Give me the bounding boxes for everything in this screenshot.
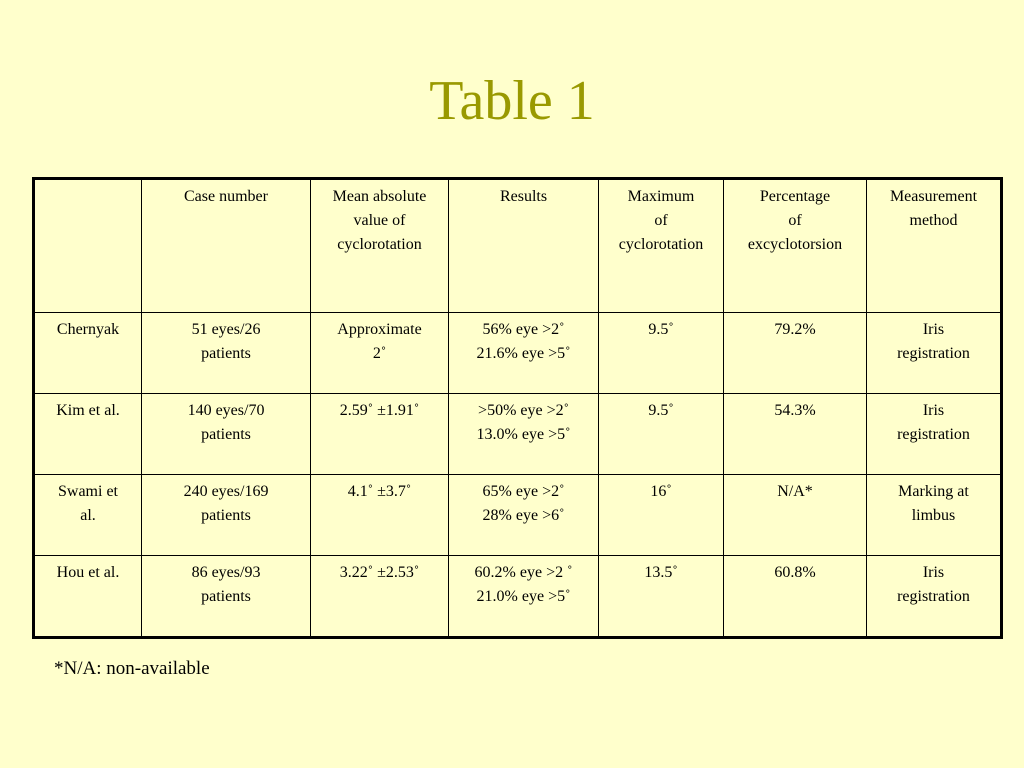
table-cell-case-number: 51 eyes/26 patients	[142, 313, 311, 394]
header-label: Case number	[184, 188, 268, 205]
table-row-kim	[34, 394, 1002, 475]
table-cell-percentage: 54.3%	[724, 394, 867, 475]
table-cell-results: 56% eye >2˚ 21.6% eye >5˚	[449, 313, 599, 394]
table-cell-method: Iris registration	[867, 394, 1002, 475]
header-label: excyclotorsion	[747, 236, 843, 253]
header-label: Mean absolute	[332, 188, 427, 205]
table-cell-percentage: N/A*	[724, 475, 867, 556]
table-cell-method: Iris registration	[867, 556, 1002, 638]
header-cell-blank	[34, 179, 142, 313]
table-cell-case-number: 240 eyes/169 patients	[142, 475, 311, 556]
footnote: *N/A: non-available	[54, 658, 210, 679]
header-cell-results	[449, 179, 599, 313]
header-label: of	[788, 212, 802, 229]
header-label: Percentage	[759, 188, 831, 205]
table-cell-method: Marking at limbus	[867, 475, 1002, 556]
table-cell-mean: 3.22˚ ±2.53˚	[311, 556, 449, 638]
table-cell-maximum: 9.5˚	[599, 394, 724, 475]
table-cell-study: Swami et al.	[34, 475, 142, 556]
table-row-swami	[34, 475, 1002, 556]
slide-title: Table 1	[429, 70, 595, 132]
header-label: value of	[353, 212, 406, 229]
header-label: method	[909, 212, 958, 229]
header-cell-case-number	[142, 179, 311, 313]
header-cell-mean-absolute	[311, 179, 449, 313]
table-row-hou	[34, 556, 1002, 638]
table-cell-case-number: 86 eyes/93 patients	[142, 556, 311, 638]
table-cell-mean: 2.59˚ ±1.91˚	[311, 394, 449, 475]
table-cell-maximum: 9.5˚	[599, 313, 724, 394]
table-cell-mean: 4.1˚ ±3.7˚	[311, 475, 449, 556]
table-cell-results: 65% eye >2˚ 28% eye >6˚	[449, 475, 599, 556]
table-header-row	[34, 179, 1002, 313]
table-cell-study: Chernyak	[34, 313, 142, 394]
table-cell-study: Kim et al.	[34, 394, 142, 475]
table-cell-maximum: 13.5˚	[599, 556, 724, 638]
table-cell-mean: Approximate 2˚	[311, 313, 449, 394]
table-cell-method: Iris registration	[867, 313, 1002, 394]
header-label: of	[654, 212, 668, 229]
header-label: Measurement	[889, 188, 978, 205]
header-cell-percentage	[724, 179, 867, 313]
results-table	[32, 177, 1003, 639]
table-cell-maximum: 16˚	[599, 475, 724, 556]
table-cell-study: Hou et al.	[34, 556, 142, 638]
header-cell-maximum	[599, 179, 724, 313]
header-label: cyclorotation	[337, 236, 422, 253]
header-label: Maximum	[627, 188, 695, 205]
table-cell-percentage: 79.2%	[724, 313, 867, 394]
header-cell-measurement	[867, 179, 1002, 313]
table-cell-case-number: 140 eyes/70 patients	[142, 394, 311, 475]
table-cell-results: >50% eye >2˚ 13.0% eye >5˚	[449, 394, 599, 475]
table-row-chernyak	[34, 313, 1002, 394]
header-label: Results	[499, 188, 548, 205]
table-cell-results: 60.2% eye >2 ˚ 21.0% eye >5˚	[449, 556, 599, 638]
header-label: cyclorotation	[618, 236, 704, 253]
table-cell-percentage: 60.8%	[724, 556, 867, 638]
